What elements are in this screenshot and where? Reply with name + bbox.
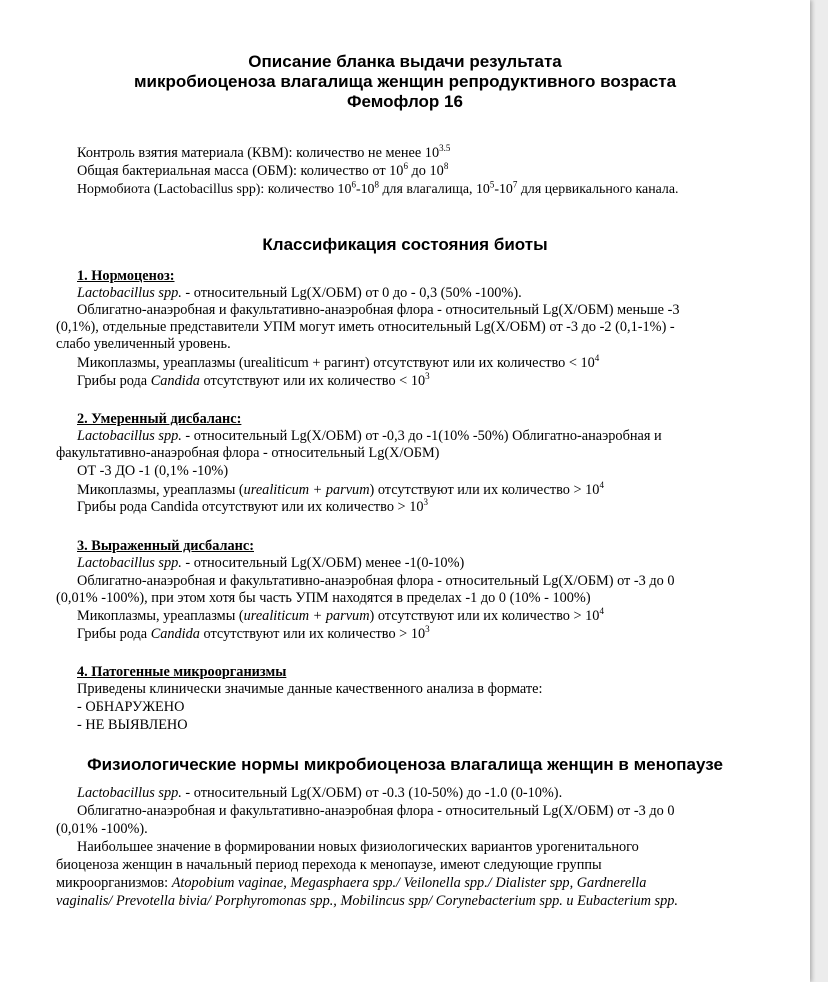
section-4-heading: 4. Патогенные микроорганизмы [77,664,287,680]
obm-line: Общая бактериальная масса (ОБМ): количество от $10^6$ до $10^8$ [77,161,449,179]
meno-line-1: Lactobacillus spp. - относительный Lg(Х/ОБМ) от -0.3 (10-50%) до -1.0 (0-10%). [77,785,563,801]
meno-line-6: микроорганизмов: Atopobium vaginae, Megasphaera spp./ Veilonella spp./ Dialister spp, Gardnerella [56,875,647,891]
s2-line-4: Микоплазмы, уреаплазмы (urealiticum + parvum) отсутствуют или их количество > $10^4$ [77,480,604,498]
s1-line-3: (0,1%), отдельные представители УПМ могут иметь относительный Lg(Х/ОБМ) от -3 до -2 (0,1-1%) - [56,319,675,335]
s3-line-1: Lactobacillus spp. - относительный Lg(Х/ОБМ) менее -1(0-10%) [77,555,465,571]
section-2-heading: 2. Умеренный дисбаланс: [77,411,242,427]
s1-line-4: слабо увеличенный уровень. [56,336,231,352]
s3-line-3: (0,01% -100%), при этом хотя бы часть УПМ находятся в пределах -1 до 0 (10% - 100%) [56,590,591,606]
s2-line-1: Lactobacillus spp. - относительный Lg(Х/ОБМ) от -0,3 до -1(10% -50%) Облигатно-анаэробная и [77,428,662,444]
meno-line-2: Облигатно-анаэробная и факультативно-анаэробная флора - относительный Lg(Х/ОБМ) от -3 до 0 [77,803,675,819]
document-title-line-1: Описание бланка выдачи результата [248,52,562,71]
document-title-line-2: микробиоценоза влагалища женщин репродуктивного возраста [133,72,677,91]
meno-line-5: биоценоза женщин в начальный период перехода к менопаузе, имеют следующие группы [56,857,602,873]
s1-line-5: Микоплазмы, уреаплазмы (urealiticum + paгинт) отсутствуют или их количество < $10^4$ [77,353,600,371]
section-1-heading: 1. Нормоценоз: [77,268,175,284]
normobiota-line: Нормобиота (Lactobacillus spp): количество $10^6-10^8$ для влагалища, $10^5-10^7$ для цервикального канала. [77,179,679,197]
meno-line-7: vaginalis/ Prevotella bivia/ Porphyromonas spp., Mobilincus spp/ Corynebacterium spp. и Eubacterium spp. [56,893,678,909]
s1-line-6: Грибы рода Candida отсутствуют или их количество < $10^3$ [77,371,430,389]
s1-line-1: Lactobacillus spp. - относительный Lg(Х/ОБМ) от 0 до - 0,3 (50% -100%). [77,285,522,301]
kvm-line: Контроль взятия материала (КВМ): количество не менее $10^{3.5}$ [77,143,451,161]
s4-line-1: Приведены клинически значимые данные качественного анализа в формате: [77,681,543,697]
document-title-line-3: Фемофлор 16 [347,92,463,111]
s2-line-5: Грибы рода Candida отсутствуют или их количество > $10^3$ [77,497,428,515]
s3-line-2: Облигатно-анаэробная и факультативно-анаэробная флора - относительный Lg(Х/ОБМ) от -3 до 0 [77,573,675,589]
meno-line-3: (0,01% -100%). [56,821,148,837]
menopause-heading: Физиологические нормы микробиоценоза влагалища женщин в менопаузе [87,755,723,774]
s1-line-2: Облигатно-анаэробная и факультативно-анаэробная флора - относительный Lg(Х/ОБМ) меньше -3 [77,302,680,318]
s4-list-item-detected: - ОБНАРУЖЕНО [77,699,185,715]
s2-line-2: факультативно-анаэробная флора - относительный Lg(Х/ОБМ) [56,445,440,461]
s2-line-3: ОТ -3 ДО -1 (0,1% -10%) [77,463,229,479]
classification-heading: Классификация состояния биоты [262,235,548,254]
meno-line-4: Наибольшее значение в формировании новых физиологических вариантов урогенитального [77,839,639,855]
s4-list-item-not-detected: - НЕ ВЫЯВЛЕНО [77,717,188,733]
section-3-heading: 3. Выраженный дисбаланс: [77,538,254,554]
s3-line-4: Микоплазмы, уреаплазмы (urealiticum + parvum) отсутствуют или их количество > $10^4$ [77,606,604,624]
s3-line-5: Грибы рода Candida отсутствуют или их количество > $10^3$ [77,624,430,642]
